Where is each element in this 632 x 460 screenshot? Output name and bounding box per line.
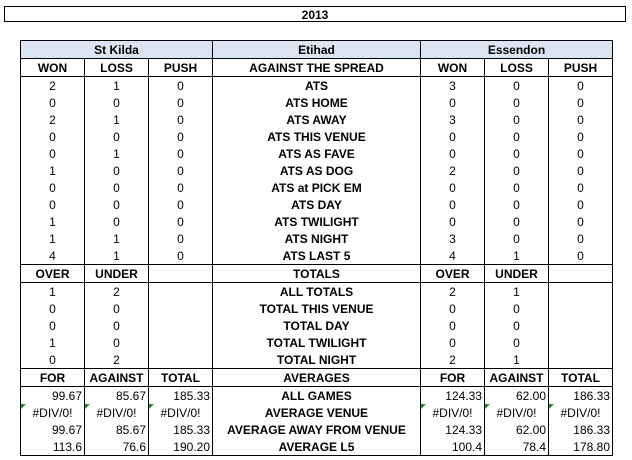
ats-r-value[interactable]: 0	[421, 179, 485, 196]
averages-row	[21, 421, 613, 438]
totals-l-value[interactable]: 0	[85, 334, 149, 351]
totals-row-label[interactable]: TOTAL TWILIGHT	[213, 334, 421, 351]
totals-r-value[interactable]: 0	[485, 300, 549, 317]
ats-l-value[interactable]: 1	[85, 111, 149, 128]
averages-l-value[interactable]: #DIV/0!	[85, 404, 149, 421]
totals-l-value[interactable]: 1	[21, 283, 85, 301]
averages-row	[21, 387, 613, 405]
ats-row-label[interactable]: ATS	[213, 77, 421, 95]
ats-r-value[interactable]: 0	[421, 94, 485, 111]
ats-row	[21, 77, 613, 95]
totals-right-col-header[interactable]: OVER	[421, 265, 485, 283]
totals-row-label[interactable]: TOTAL DAY	[213, 317, 421, 334]
ats-r-value[interactable]: 0	[485, 94, 549, 111]
totals-r-value[interactable]: 2	[421, 351, 485, 369]
averages-r-value[interactable]: 100.4	[421, 438, 485, 456]
ats-row	[21, 145, 613, 162]
averages-row-label[interactable]: AVERAGE AWAY FROM VENUE	[213, 421, 421, 438]
totals-r-value[interactable]	[549, 334, 613, 351]
ats-r-value[interactable]: 0	[485, 230, 549, 247]
ats-r-value[interactable]: 0	[549, 94, 613, 111]
ats-l-value[interactable]: 0	[85, 213, 149, 230]
averages-row-label[interactable]: AVERAGE VENUE	[213, 404, 421, 421]
ats-header-row	[21, 59, 613, 77]
stats-table	[20, 40, 613, 456]
ats-row	[21, 128, 613, 145]
totals-row	[21, 351, 613, 369]
right-team-name[interactable]: Essendon	[421, 41, 613, 59]
ats-row-label[interactable]: ATS AS DOG	[213, 162, 421, 179]
ats-l-value[interactable]: 1	[85, 145, 149, 162]
totals-l-value[interactable]	[149, 351, 213, 369]
ats-l-value[interactable]: 0	[149, 179, 213, 196]
ats-row	[21, 111, 613, 128]
ats-l-value[interactable]: 0	[149, 128, 213, 145]
ats-r-value[interactable]: 0	[485, 162, 549, 179]
ats-left-col-header[interactable]: WON	[21, 59, 85, 77]
ats-r-value[interactable]: 0	[549, 247, 613, 265]
ats-r-value[interactable]: 0	[549, 230, 613, 247]
totals-row	[21, 300, 613, 317]
ats-row	[21, 196, 613, 213]
totals-r-value[interactable]	[549, 283, 613, 301]
averages-right-col-header[interactable]: AGAINST	[485, 369, 549, 387]
ats-row	[21, 247, 613, 265]
ats-l-value[interactable]: 0	[149, 162, 213, 179]
averages-r-value[interactable]: 78.4	[485, 438, 549, 456]
ats-l-value[interactable]: 1	[85, 247, 149, 265]
ats-l-value[interactable]: 1	[21, 230, 85, 247]
ats-row-label[interactable]: ATS AWAY	[213, 111, 421, 128]
totals-l-value[interactable]	[149, 283, 213, 301]
totals-row-label[interactable]: TOTAL THIS VENUE	[213, 300, 421, 317]
totals-r-value[interactable]: 0	[485, 334, 549, 351]
ats-l-value[interactable]: 0	[149, 94, 213, 111]
totals-left-col-header[interactable]: UNDER	[85, 265, 149, 283]
ats-l-value[interactable]: 0	[21, 179, 85, 196]
totals-left-col-header[interactable]	[149, 265, 213, 283]
averages-left-col-header[interactable]: TOTAL	[149, 369, 213, 387]
totals-row-label[interactable]: TOTAL NIGHT	[213, 351, 421, 369]
ats-r-value[interactable]: 2	[421, 162, 485, 179]
totals-r-value[interactable]: 0	[485, 317, 549, 334]
averages-l-value[interactable]: 99.67	[21, 387, 85, 405]
totals-l-value[interactable]	[149, 334, 213, 351]
ats-l-value[interactable]: 0	[21, 128, 85, 145]
ats-r-value[interactable]: 0	[485, 128, 549, 145]
averages-r-value[interactable]: 124.33	[421, 387, 485, 405]
totals-l-value[interactable]	[149, 300, 213, 317]
totals-l-value[interactable]: 0	[21, 317, 85, 334]
averages-header-row	[21, 369, 613, 387]
ats-r-value[interactable]: 0	[485, 196, 549, 213]
ats-l-value[interactable]: 0	[149, 77, 213, 95]
ats-r-value[interactable]: 4	[421, 247, 485, 265]
ats-r-value[interactable]: 0	[421, 213, 485, 230]
averages-l-value[interactable]: 185.33	[149, 421, 213, 438]
ats-l-value[interactable]: 0	[149, 196, 213, 213]
ats-l-value[interactable]: 0	[21, 94, 85, 111]
totals-r-value[interactable]	[549, 317, 613, 334]
ats-left-col-header[interactable]: PUSH	[149, 59, 213, 77]
averages-r-value[interactable]: 178.80	[549, 438, 613, 456]
stats-body	[21, 41, 613, 456]
ats-r-value[interactable]: 3	[421, 230, 485, 247]
averages-l-value[interactable]: 185.33	[149, 387, 213, 405]
year-header: 2013	[4, 6, 626, 22]
ats-l-value[interactable]: 0	[85, 179, 149, 196]
totals-r-value[interactable]: 0	[421, 317, 485, 334]
averages-l-value[interactable]: #DIV/0!	[21, 404, 85, 421]
ats-r-value[interactable]: 0	[485, 111, 549, 128]
ats-l-value[interactable]: 1	[85, 77, 149, 95]
ats-l-value[interactable]: 0	[85, 128, 149, 145]
averages-r-value[interactable]: 186.33	[549, 387, 613, 405]
ats-r-value[interactable]: 0	[549, 111, 613, 128]
averages-section-title[interactable]: AVERAGES	[213, 369, 421, 387]
totals-row	[21, 317, 613, 334]
averages-r-value[interactable]: #DIV/0!	[549, 404, 613, 421]
ats-right-col-header[interactable]: PUSH	[549, 59, 613, 77]
totals-row	[21, 283, 613, 301]
ats-row-label[interactable]: ATS AS FAVE	[213, 145, 421, 162]
ats-l-value[interactable]: 0	[85, 162, 149, 179]
ats-r-value[interactable]: 3	[421, 111, 485, 128]
averages-right-col-header[interactable]: TOTAL	[549, 369, 613, 387]
averages-right-col-header[interactable]: FOR	[421, 369, 485, 387]
ats-row	[21, 94, 613, 111]
totals-l-value[interactable]: 0	[21, 300, 85, 317]
ats-row	[21, 162, 613, 179]
ats-r-value[interactable]: 0	[549, 145, 613, 162]
ats-r-value[interactable]: 0	[549, 196, 613, 213]
ats-r-value[interactable]: 0	[485, 213, 549, 230]
ats-row-label[interactable]: ATS NIGHT	[213, 230, 421, 247]
averages-row	[21, 404, 613, 421]
ats-l-value[interactable]: 0	[85, 196, 149, 213]
averages-r-value[interactable]: 62.00	[485, 387, 549, 405]
totals-right-col-header[interactable]	[549, 265, 613, 283]
ats-row-label[interactable]: ATS DAY	[213, 196, 421, 213]
totals-l-value[interactable]	[149, 317, 213, 334]
ats-l-value[interactable]: 1	[21, 162, 85, 179]
averages-r-value[interactable]: #DIV/0!	[421, 404, 485, 421]
ats-l-value[interactable]: 0	[21, 196, 85, 213]
totals-l-value[interactable]: 2	[85, 351, 149, 369]
totals-r-value[interactable]	[549, 351, 613, 369]
ats-l-value[interactable]: 1	[21, 213, 85, 230]
totals-r-value[interactable]	[549, 300, 613, 317]
ats-r-value[interactable]: 1	[485, 247, 549, 265]
totals-l-value[interactable]: 2	[85, 283, 149, 301]
totals-l-value[interactable]: 0	[85, 317, 149, 334]
totals-row-label[interactable]: ALL TOTALS	[213, 283, 421, 301]
ats-l-value[interactable]: 4	[21, 247, 85, 265]
ats-r-value[interactable]: 0	[549, 162, 613, 179]
ats-row-label[interactable]: ATS HOME	[213, 94, 421, 111]
ats-r-value[interactable]: 0	[549, 128, 613, 145]
ats-r-value[interactable]: 0	[421, 128, 485, 145]
ats-l-value[interactable]: 2	[21, 111, 85, 128]
averages-r-value[interactable]: 62.00	[485, 421, 549, 438]
ats-r-value[interactable]: 0	[549, 213, 613, 230]
ats-l-value[interactable]: 2	[21, 77, 85, 95]
averages-l-value[interactable]: 190.20	[149, 438, 213, 456]
totals-right-col-header[interactable]: UNDER	[485, 265, 549, 283]
ats-right-col-header[interactable]: LOSS	[485, 59, 549, 77]
ats-left-col-header[interactable]: LOSS	[85, 59, 149, 77]
totals-r-value[interactable]: 0	[421, 334, 485, 351]
totals-r-value[interactable]: 0	[421, 300, 485, 317]
totals-l-value[interactable]: 0	[85, 300, 149, 317]
ats-row	[21, 230, 613, 247]
ats-l-value[interactable]: 1	[85, 230, 149, 247]
totals-section-title[interactable]: TOTALS	[213, 265, 421, 283]
averages-l-value[interactable]: 113.6	[21, 438, 85, 456]
totals-row	[21, 334, 613, 351]
ats-l-value[interactable]: 0	[149, 111, 213, 128]
ats-r-value[interactable]: 0	[421, 196, 485, 213]
ats-l-value[interactable]: 0	[21, 145, 85, 162]
totals-r-value[interactable]: 1	[485, 351, 549, 369]
ats-row-label[interactable]: ATS THIS VENUE	[213, 128, 421, 145]
venue-name[interactable]: Etihad	[213, 41, 421, 59]
ats-l-value[interactable]: 0	[149, 247, 213, 265]
totals-left-col-header[interactable]: OVER	[21, 265, 85, 283]
ats-l-value[interactable]: 0	[149, 213, 213, 230]
ats-row-label[interactable]: ATS TWILIGHT	[213, 213, 421, 230]
ats-r-value[interactable]: 0	[421, 145, 485, 162]
averages-left-col-header[interactable]: FOR	[21, 369, 85, 387]
ats-r-value[interactable]: 0	[549, 179, 613, 196]
averages-row	[21, 438, 613, 456]
ats-r-value[interactable]: 0	[485, 145, 549, 162]
ats-l-value[interactable]: 0	[85, 94, 149, 111]
totals-r-value[interactable]: 1	[485, 283, 549, 301]
averages-l-value[interactable]: #DIV/0!	[149, 404, 213, 421]
left-team-name[interactable]: St Kilda	[21, 41, 213, 59]
ats-l-value[interactable]: 0	[149, 145, 213, 162]
totals-header-row	[21, 265, 613, 283]
averages-r-value[interactable]: #DIV/0!	[485, 404, 549, 421]
ats-row-label[interactable]: ATS LAST 5	[213, 247, 421, 265]
team-header-row	[21, 41, 613, 59]
ats-l-value[interactable]: 0	[149, 230, 213, 247]
ats-row-label[interactable]: ATS at PICK EM	[213, 179, 421, 196]
totals-r-value[interactable]: 2	[421, 283, 485, 301]
ats-r-value[interactable]: 0	[485, 77, 549, 95]
ats-section-title[interactable]: AGAINST THE SPREAD	[213, 59, 421, 77]
ats-r-value[interactable]: 3	[421, 77, 485, 95]
averages-left-col-header[interactable]: AGAINST	[85, 369, 149, 387]
ats-right-col-header[interactable]: WON	[421, 59, 485, 77]
ats-row	[21, 213, 613, 230]
averages-row-label[interactable]: ALL GAMES	[213, 387, 421, 405]
averages-l-value[interactable]: 85.67	[85, 421, 149, 438]
totals-l-value[interactable]: 1	[21, 334, 85, 351]
averages-row-label[interactable]: AVERAGE L5	[213, 438, 421, 456]
averages-r-value[interactable]: 124.33	[421, 421, 485, 438]
averages-r-value[interactable]: 186.33	[549, 421, 613, 438]
averages-l-value[interactable]: 85.67	[85, 387, 149, 405]
ats-row	[21, 179, 613, 196]
ats-r-value[interactable]: 0	[485, 179, 549, 196]
totals-l-value[interactable]: 0	[21, 351, 85, 369]
ats-r-value[interactable]: 0	[549, 77, 613, 95]
averages-l-value[interactable]: 99.67	[21, 421, 85, 438]
averages-l-value[interactable]: 76.6	[85, 438, 149, 456]
